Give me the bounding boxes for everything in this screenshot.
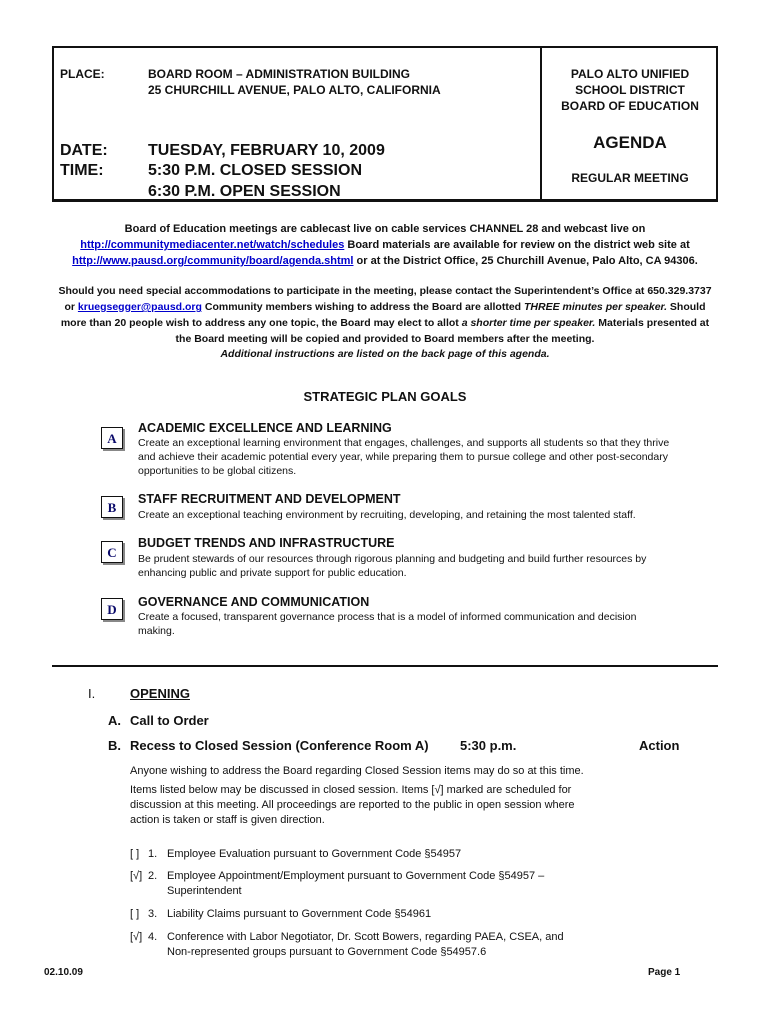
place-line-2: 25 CHURCHILL AVENUE, PALO ALTO, CALIFORNIA [148,83,441,97]
closed-session-time: 5:30 P.M. CLOSED SESSION [148,162,362,179]
or-text: or [64,301,78,313]
date-label: DATE: [60,142,108,159]
item-1-number: 1. [148,848,158,860]
place-line-1: BOARD ROOM – ADMINISTRATION BUILDING [148,67,410,81]
meeting-date: TUESDAY, FEBRUARY 10, 2009 [148,142,385,159]
item-4-mark: [√] [130,931,143,943]
place-label: PLACE: [60,67,105,81]
goal-a-text-1: Create an exceptional learning environment that engages, challenges, and supports all students so that they thrive [138,437,670,449]
goal-d-heading: GOVERNANCE AND COMMUNICATION [138,595,370,609]
section-number: I. [88,686,96,701]
item-2-text-1: Employee Appointment/Employment pursuant to Government Code §54957 – [167,870,545,882]
section-title: OPENING [130,686,190,701]
goal-a-heading: ACADEMIC EXCELLENCE AND LEARNING [138,421,392,435]
goal-b-badge: B [101,496,123,518]
accommodations-line-2-text: Community members wishing to address the Board are allotted [201,301,525,313]
goals-title: STRATEGIC PLAN GOALS [303,389,467,404]
agenda-link[interactable]: http://www.pausd.org/community/board/agenda.shtml [72,255,354,267]
goal-b-text-1: Create an exceptional teaching environment by recruiting, developing, and retaining the most talented staff. [138,509,636,521]
closed-session-start: 5:30 p.m. [460,738,517,753]
item-4-text-2: Non-represented groups pursuant to Government Code §54957.6 [167,946,487,958]
accommodations-line-5: Additional instructions are listed on the back page of this agenda. [220,348,550,360]
closed-session-note: Anyone wishing to address the Board regarding Closed Session items may do so at this time. [130,765,584,777]
item-2-mark: [√] [130,870,143,882]
district-line-1: PALO ALTO UNIFIED [570,67,690,81]
footer-date-code: 02.10.09 [44,967,83,978]
action-label: Action [639,738,680,753]
goal-c-text-2: enhancing public and private support for public education. [138,567,407,579]
item-2-number: 2. [148,870,158,882]
accommodations-line-3-end: Materials presented at [595,317,710,329]
goal-b-heading: STAFF RECRUITMENT AND DEVELOPMENT [138,492,401,506]
meeting-type: REGULAR MEETING [571,171,689,185]
goal-a-text-2: and achieve their academic potential every year, while preparing them to pursue college and other post-secondary [138,451,668,463]
item-3-number: 3. [148,908,158,920]
item-b-label: B. [108,738,121,753]
goal-c-badge: C [101,541,123,563]
shorter-time-text: a shorter time per speaker. [461,317,596,329]
schedule-link[interactable]: http://communitymediacenter.net/watch/schedules [80,239,345,251]
goal-d-badge: D [101,598,123,620]
page-number: Page 1 [648,967,681,978]
email-link[interactable]: kruegsegger@pausd.org [77,301,202,313]
closed-session-para-1: Items listed below may be discussed in closed session. Items [√] marked are scheduled for [130,784,572,796]
accommodations-line-1: Should you need special accommodations to participate in the meeting, please contact the Superintendent’s Office at 650.329.3737 [58,285,712,297]
goal-a-text-3: opportunities to be global citizens. [138,465,297,477]
item-3-mark: [ ] [130,908,140,920]
district-line-3: BOARD OF EDUCATION [561,99,699,113]
goal-a-badge: A [101,427,123,449]
recess-closed-session: Recess to Closed Session (Conference Room A) [130,738,429,753]
item-2-text-2: Superintendent [167,885,242,897]
three-minutes-text: THREE minutes per speaker. [524,301,667,313]
accommodations-line-2-end: Should [667,301,706,313]
goal-c-text-1: Be prudent stewards of our resources through rigorous planning and budgeting and build further resources by [138,553,647,565]
notice-line-1: Board of Education meetings are cablecast live on cable services CHANNEL 28 and webcast live on [124,223,646,235]
notice-line-3-text: or at the District Office, 25 Churchill Avenue, Palo Alto, CA 94306. [353,255,698,267]
time-label: TIME: [60,162,104,179]
call-to-order: Call to Order [130,713,209,728]
accommodations-line-4: the Board meeting will be copied and provided to Board members after the meeting. [175,333,595,345]
item-1-mark: [ ] [130,848,140,860]
notice-line-3 [40,253,730,269]
goal-d-text-1: Create a focused, transparent governance process that is a model of informed communication and decision [138,611,637,623]
item-3-text: Liability Claims pursuant to Government Code §54961 [167,908,432,920]
goal-d-text-2: making. [138,625,175,637]
notice-line-2 [40,237,730,253]
item-4-number: 4. [148,931,158,943]
agenda-title: AGENDA [593,133,667,152]
closed-session-para-2: discussion at this meeting. All proceedings are reported to the public in open session where [130,799,575,811]
accommodations-line-2 [40,299,730,315]
notice-line-2-text: Board materials are available for review on the district web site at [344,239,690,251]
open-session-time: 6:30 P.M. OPEN SESSION [148,183,341,200]
item-4-text-1: Conference with Labor Negotiator, Dr. Scott Bowers, regarding PAEA, CSEA, and [167,931,564,943]
item-1-text: Employee Evaluation pursuant to Government Code §54957 [167,848,462,860]
accommodations-line-3 [40,315,730,331]
section-divider [52,665,718,667]
item-a-label: A. [108,713,121,728]
closed-session-para-3: action is taken or staff is given direction. [130,814,325,826]
goal-c-heading: BUDGET TRENDS AND INFRASTRUCTURE [138,536,395,550]
accommodations-line-3-text: more than 20 people wish to address any one topic, the Board may elect to allot [60,317,462,329]
district-line-2: SCHOOL DISTRICT [575,83,685,97]
